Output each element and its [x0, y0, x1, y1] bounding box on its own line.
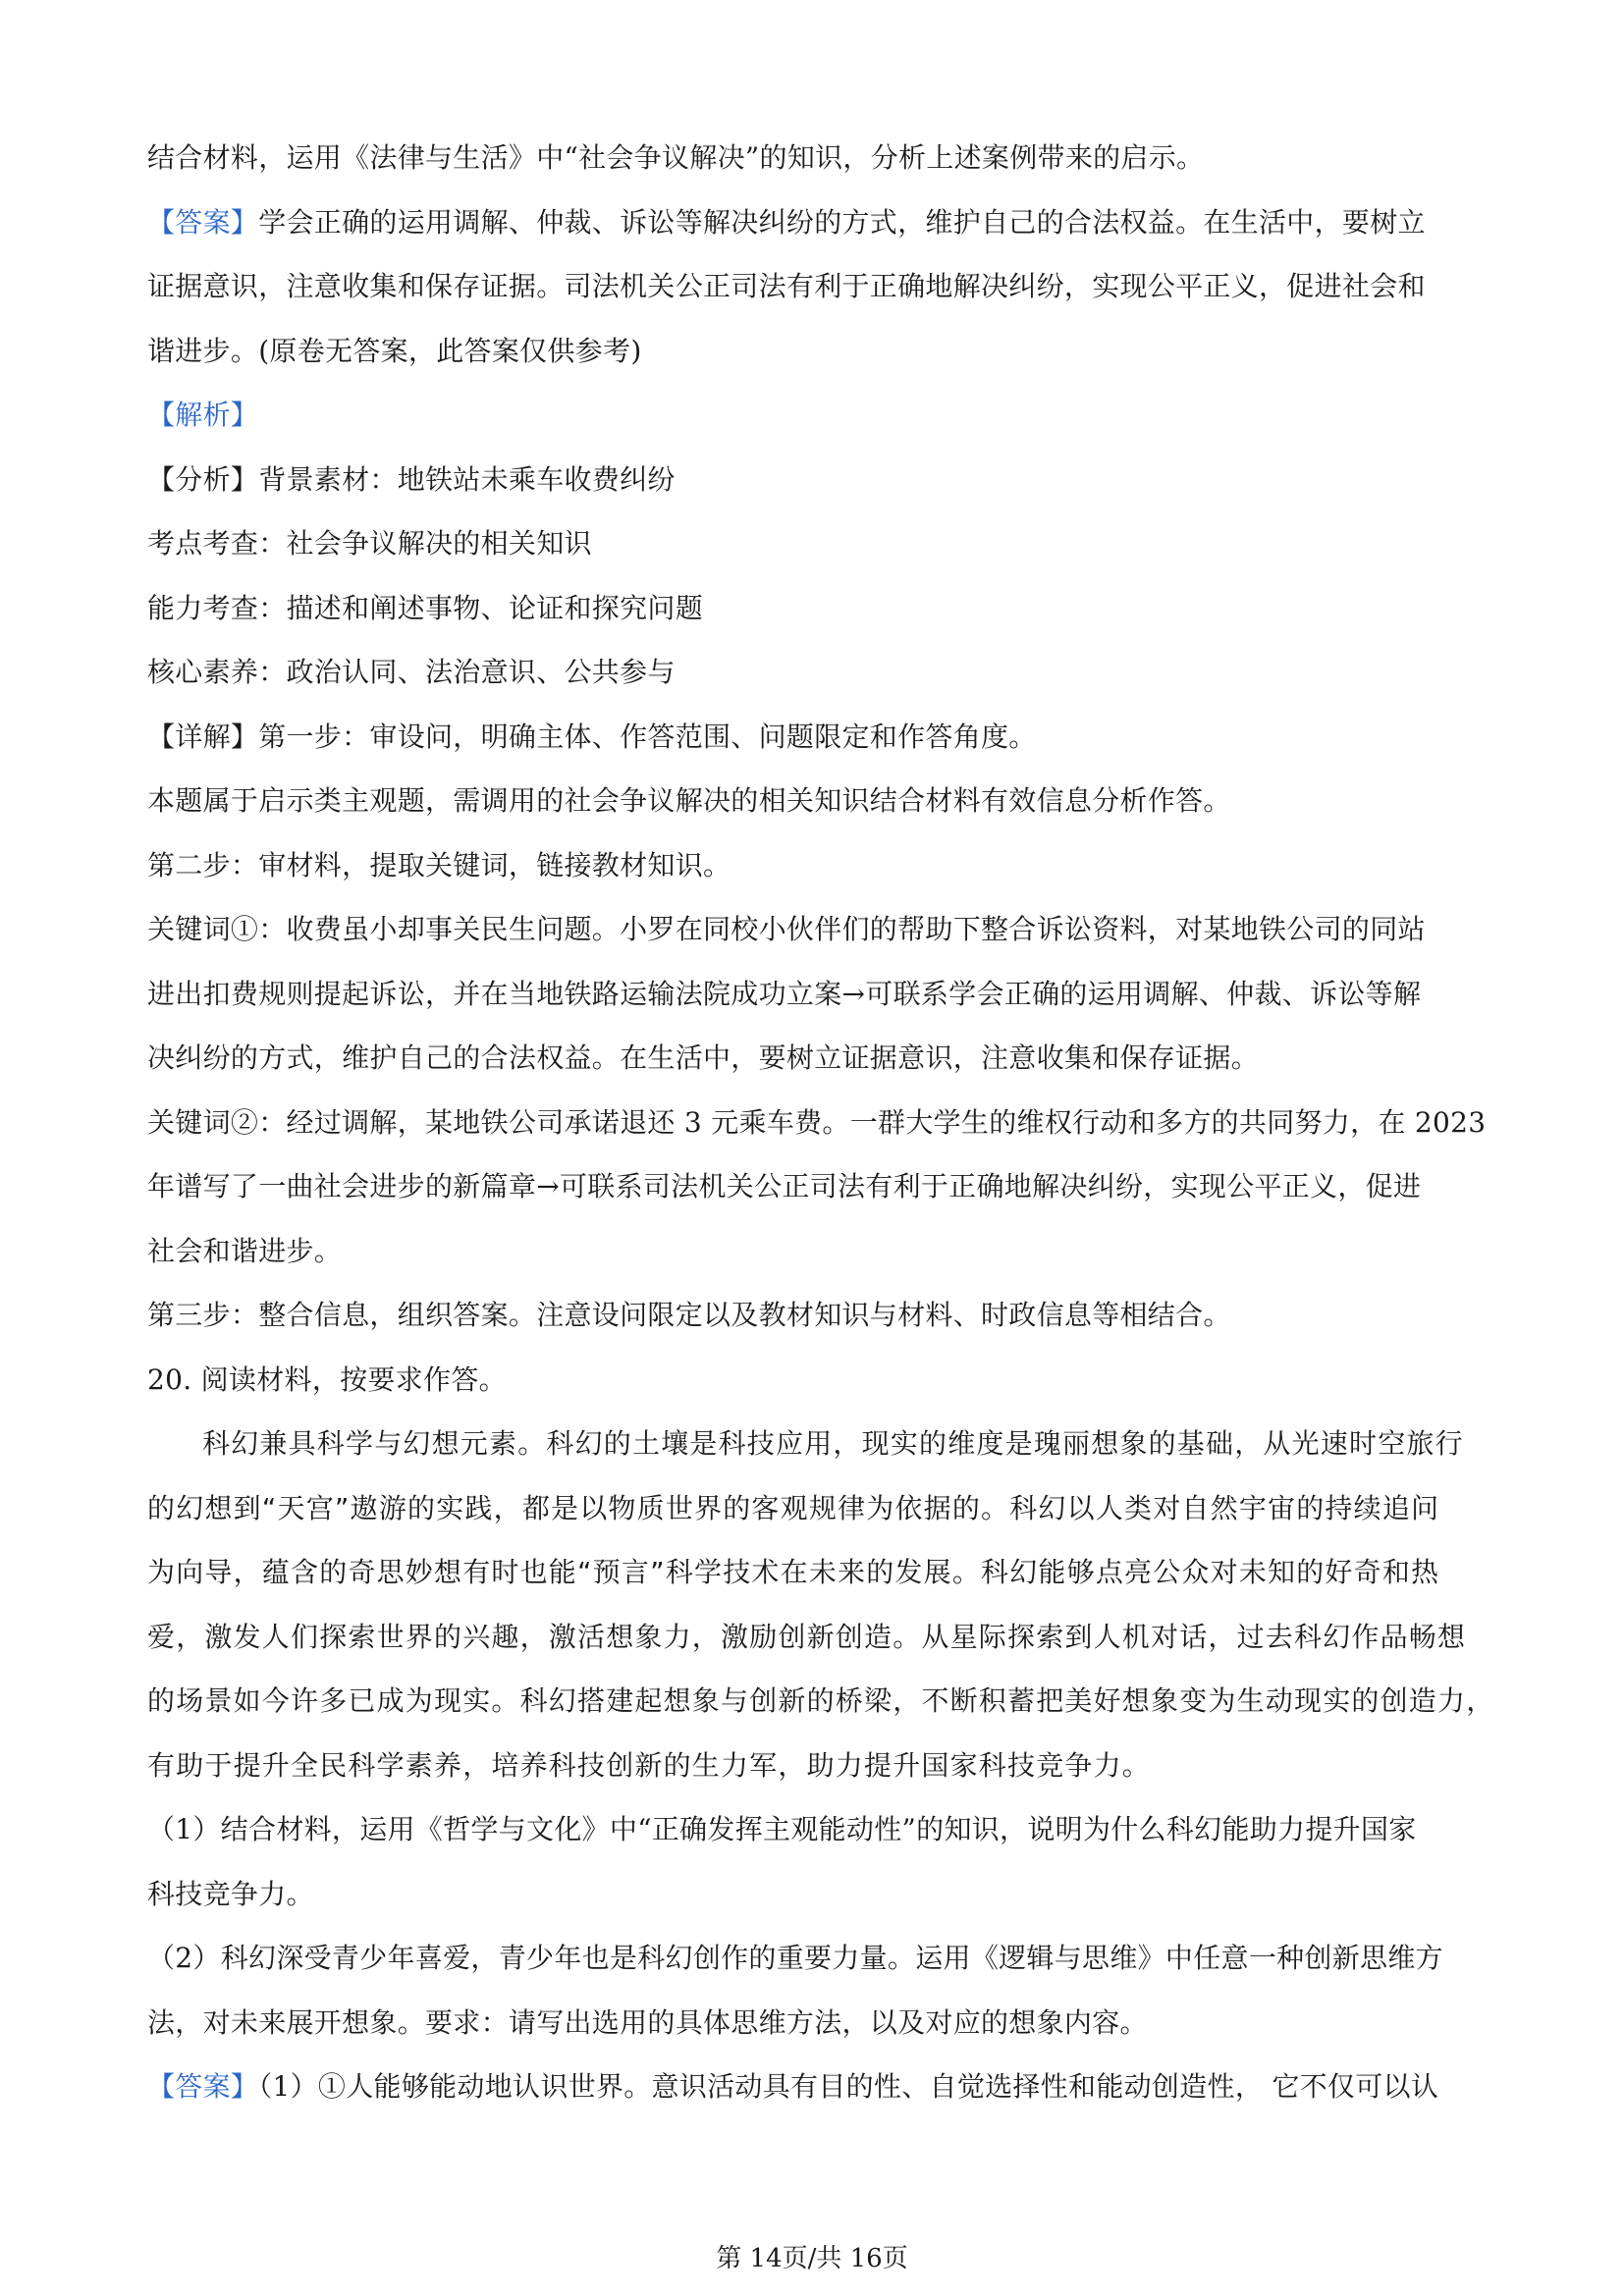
sub-question-line: （2）科幻深受青少年喜爱，青少年也是科幻创作的重要力量。运用《逻辑与思维》中任意一种创新思维方 [147, 1942, 1443, 1974]
material-line: 的场景如今许多已成为现实。科幻搭建起想象与创新的桥梁，不断积蓄把美好想象变为生动现实的创造力， [147, 1684, 1495, 1717]
material-line: 科幻兼具科学与幻想元素。科幻的土壤是科技应用，现实的维度是瑰丽想象的基础，从光速时空旅行 [202, 1427, 1464, 1460]
detail-line: 进出扣费规则提起诉讼，并在当地铁路运输法院成功立案→可联系学会正确的运用调解、仲裁、诉讼等解 [147, 977, 1422, 1010]
material-line: 为向导，蕴含的奇思妙想有时也能“预言”科学技术在未来的发展。科幻能够点亮公众对未知的好奇和热 [147, 1556, 1440, 1588]
sub-question-line: （1）结合材料，运用《哲学与文化》中“正确发挥主观能动性”的知识，说明为什么科幻能助力提升国家 [147, 1813, 1417, 1845]
reading-material [147, 1412, 1495, 1797]
material-line: 有助于提升全民科学素养，培养科技创新的生力军，助力提升国家科技竞争力。 [147, 1748, 1152, 1782]
page-number: 第 14页/共 16页 [716, 2244, 908, 2273]
answer-tag: 【答案】 [147, 2070, 259, 2103]
answer-line: 【答案】（1）①人能够能动地认识世界。意识活动具有目的性、自觉选择性和能动创造性， 它不仅可以认 [147, 2070, 1439, 2103]
detail-line: 决纠纷的方式，维护自己的合法权益。在生活中，要树立证据意识，注意收集和保存证据。 [147, 1041, 1260, 1074]
analysis-tag: 【解析】 [147, 399, 259, 431]
detail-line: 年谱写了一曲社会进步的新篇章→可联系司法机关公正司法有利于正确地解决纠纷，实现公平正义，促进 [147, 1170, 1422, 1202]
answer-line: 谐进步。(原卷无答案，此答案仅供参考) [147, 334, 642, 367]
analysis-line: 考点考查：社会争议解决的相关知识 [147, 527, 592, 560]
question-prompt-line: 结合材料，运用《法律与生活》中“社会争议解决”的知识，分析上述案例带来的启示。 [147, 141, 1205, 174]
analysis-heading [147, 383, 1492, 448]
analysis-line: 【分析】背景素材：地铁站未乘车收费纠纷 [147, 462, 676, 496]
detail-line: 关键词①：收费虽小却事关民生问题。小罗在同校小伙伴们的帮助下整合诉讼资料，对某地铁公司的同站 [147, 913, 1426, 945]
answer-line: 证据意识，注意收集和保存证据。司法机关公正司法有利于正确地解决纠纷，实现公平正义，促进社会和 [147, 270, 1426, 302]
analysis-line: 核心素养：政治认同、法治意识、公共参与 [147, 656, 676, 688]
detail-line: 第二步：审材料，提取关键词，链接教材知识。 [147, 848, 731, 881]
page-content [147, 126, 1495, 2119]
sub-question-line: 科技竞争力。 [147, 1877, 314, 1910]
detail-line: 第三步：整合信息，组织答案。注意设问限定以及教材知识与材料、时政信息等相结合。 [147, 1299, 1231, 1331]
detail-line: 本题属于启示类主观题，需调用的社会争议解决的相关知识结合材料有效信息分析作答。 [147, 784, 1231, 817]
material-line: 爱，激发人们探索世界的兴趣，激活想象力，激励创新创造。从星际探索到人机对话，过去科幻作品畅想 [147, 1620, 1467, 1653]
answer-line: 【答案】学会正确的运用调解、仲裁、诉讼等解决纠纷的方式，维护自己的合法权益。在生活中，要树立 [147, 205, 1426, 239]
answer-tag: 【答案】 [147, 205, 259, 239]
analysis-line: 能力考查：描述和阐述事物、论证和探究问题 [147, 591, 704, 624]
material-line: 的幻想到“天宫”遨游的实践，都是以物质世界的客观规律为依据的。科幻以人类对自然宇宙的持续追问 [147, 1491, 1440, 1524]
detail-line: 关键词②：经过调解，某地铁公司承诺退还 3 元乘车费。一群大学生的维权行动和多方的共同努力，在 2023 [147, 1105, 1487, 1139]
question-heading: 20. 阅读材料，按要求作答。 [147, 1362, 507, 1396]
detail-line: 【详解】第一步：审设问，明确主体、作答范围、问题限定和作答角度。 [147, 720, 1037, 753]
sub-question-line: 法，对未来展开想象。要求：请写出选用的具体思维方法，以及对应的想象内容。 [147, 2005, 1148, 2039]
detail-line: 社会和谐进步。 [147, 1234, 343, 1267]
